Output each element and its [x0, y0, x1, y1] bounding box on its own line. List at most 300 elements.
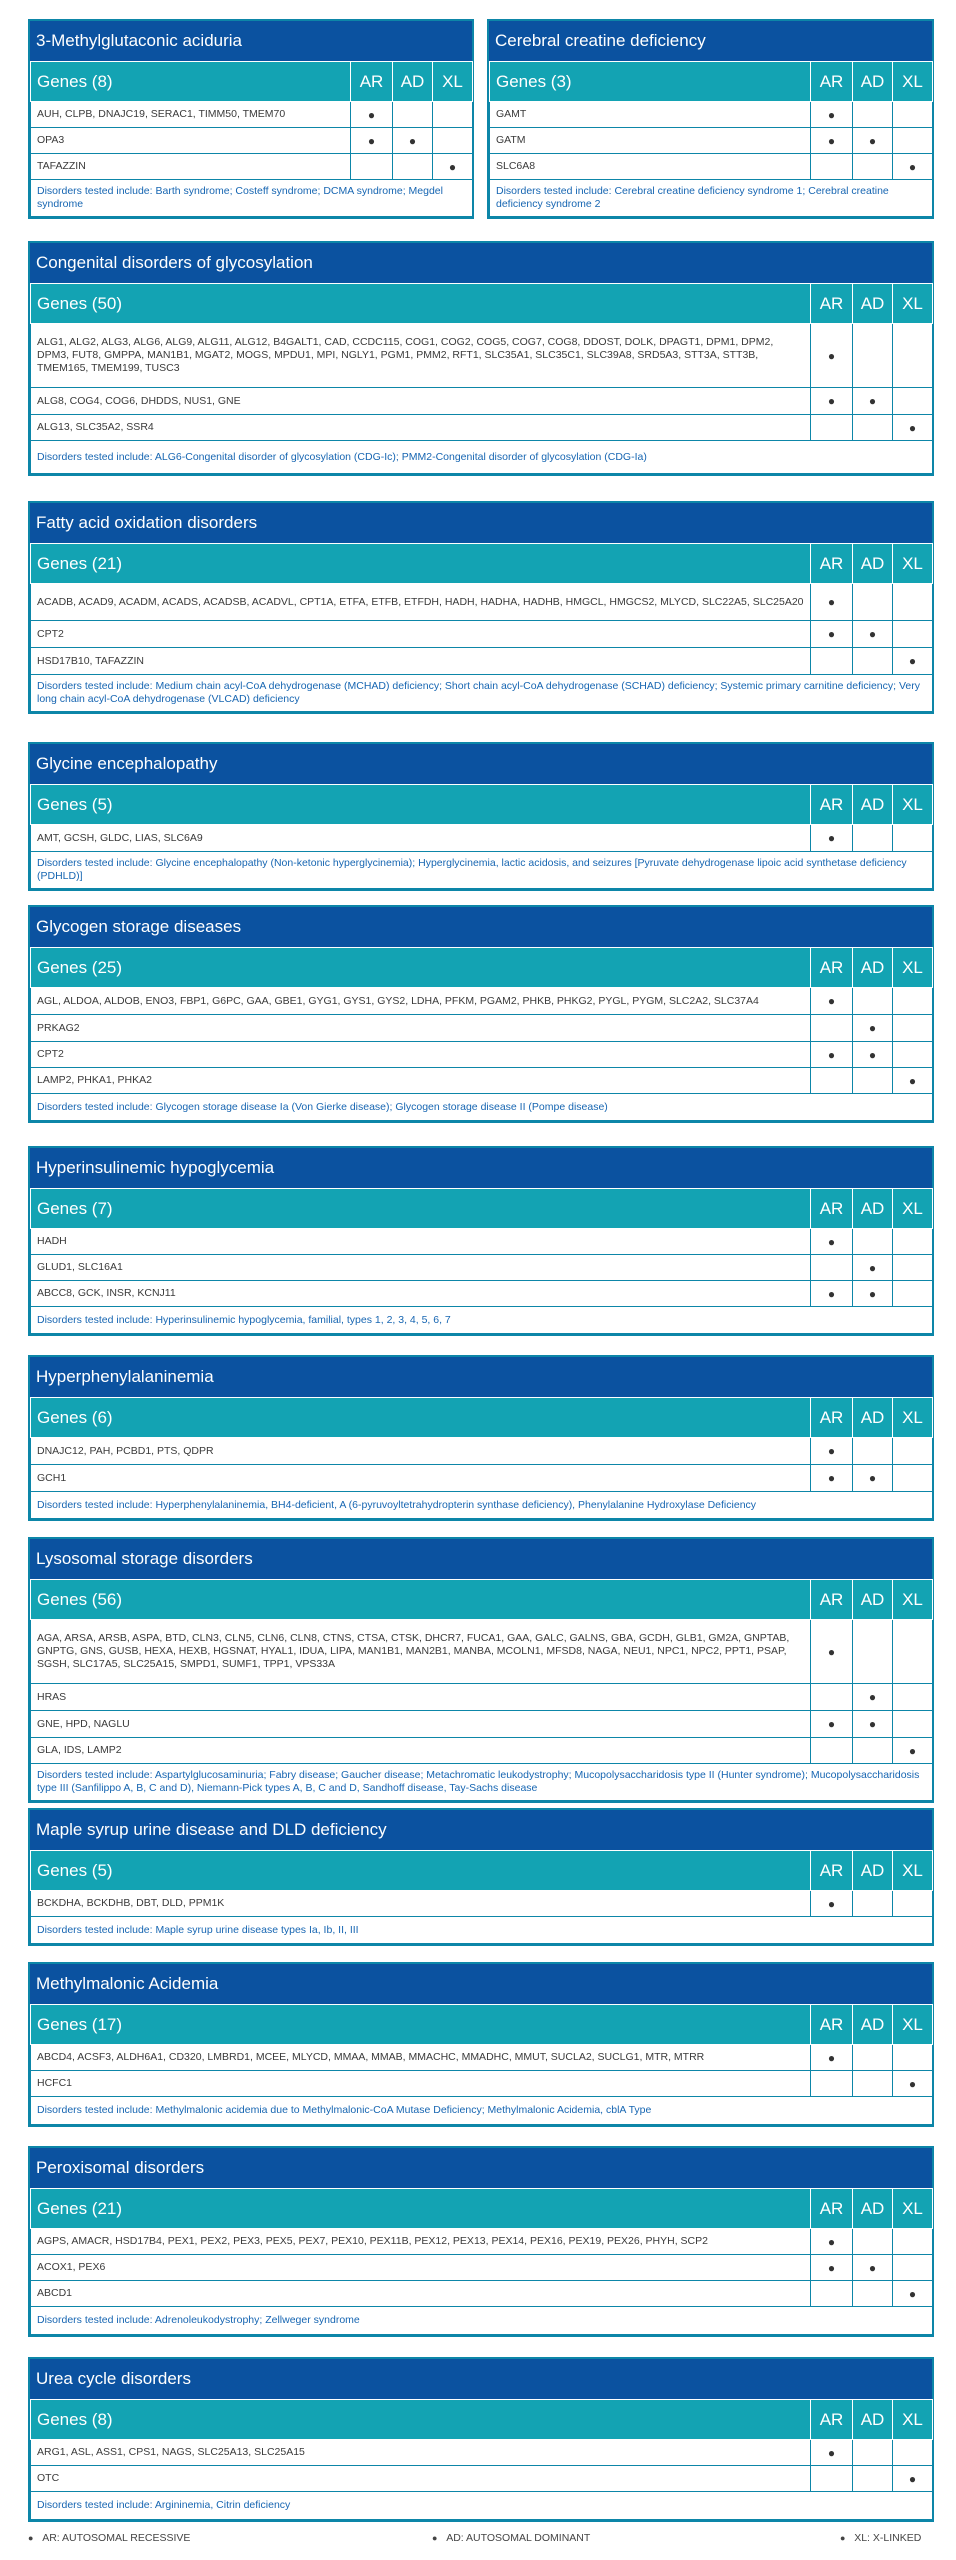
disorders-note: Disorders tested include: Maple syrup urine disease types Ia, Ib, II, III: [31, 1917, 933, 1944]
inheritance-xl-cell: [893, 128, 933, 154]
dot-icon: ●: [827, 994, 836, 1008]
dot-icon: ●: [367, 133, 376, 148]
note-row: [31, 2492, 933, 2520]
inheritance-ar-cell: [811, 1015, 853, 1042]
inheritance-ad-cell: [853, 2255, 893, 2281]
inheritance-ar-cell: [811, 1438, 853, 1465]
legend-ad: ● AD: AUTOSOMAL DOMINANT: [432, 2532, 591, 2544]
column-header-ad: AD: [853, 284, 893, 324]
inheritance-ad-cell: [853, 621, 893, 648]
inheritance-xl-cell: [893, 388, 933, 415]
dot-icon: ●: [827, 1471, 836, 1485]
table-row: [31, 1042, 933, 1068]
table-row: [31, 1015, 933, 1042]
column-header-ar: AR: [811, 2005, 853, 2045]
gene-list: GCH1: [31, 1465, 811, 1492]
column-header-ar: AR: [811, 1189, 853, 1229]
inheritance-ar-cell: [811, 2440, 853, 2466]
disorders-note: Disorders tested include: Medium chain acyl-CoA dehydrogenase (MCHAD) deficiency; Short chain acyl-CoA dehydrogenase (SCHAD) deficiency; Systemic primary carnitine deficiency; Very long chain acyl-CoA dehydrogenase (VLCAD) deficiency: [31, 675, 933, 712]
table-row: [31, 1281, 933, 1307]
dot-icon: ●: [827, 2445, 836, 2460]
gene-list: ALG13, SLC35A2, SSR4: [31, 415, 811, 441]
inheritance-xl-cell: [893, 1465, 933, 1492]
inheritance-xl-cell: [893, 415, 933, 441]
dot-icon: ●: [827, 2050, 836, 2065]
inheritance-xl-cell: [893, 1438, 933, 1465]
gene-list: AUH, CLPB, DNAJC19, SERAC1, TIMM50, TMEM70: [31, 102, 351, 128]
panel-fatty-acid-oxidation-disorders: [28, 501, 934, 714]
gene-list: AMT, GCSH, GLDC, LIAS, SLC6A9: [31, 825, 811, 852]
inheritance-ar-cell: [811, 1620, 853, 1684]
table-row: [31, 1255, 933, 1281]
inheritance-ar-cell: [811, 825, 853, 852]
note-row: [490, 180, 933, 217]
panel-urea-cycle-disorders: [28, 2357, 934, 2522]
inheritance-ar-cell: [811, 1711, 853, 1738]
column-header-ad: AD: [853, 1398, 893, 1438]
column-header-ar: AR: [811, 284, 853, 324]
column-header-xl: XL: [893, 284, 933, 324]
inheritance-xl-cell: [893, 1711, 933, 1738]
gene-list: GAMT: [490, 102, 811, 128]
dot-icon: ●: [868, 627, 877, 641]
column-header-ad: AD: [853, 785, 893, 825]
gene-list: DNAJC12, PAH, PCBD1, PTS, QDPR: [31, 1438, 811, 1465]
column-header-xl: XL: [893, 2005, 933, 2045]
gene-table: [30, 543, 933, 712]
inheritance-ar-cell: [811, 388, 853, 415]
panel-title: Cerebral creatine deficiency: [489, 21, 932, 61]
gene-list: ACADB, ACAD9, ACADM, ACADS, ACADSB, ACADVL, CPT1A, ETFA, ETFB, ETFDH, HADH, HADHA, HADHB, HMGCL, HMGCS2, MLYCD, SLC22A5, SLC25A20: [31, 584, 811, 621]
genes-count-header: Genes (8): [31, 2400, 811, 2440]
dot-icon: ●: [908, 1073, 917, 1088]
inheritance-ar-cell: [811, 2255, 853, 2281]
column-header-xl: XL: [893, 1398, 933, 1438]
column-header-ar: AR: [811, 1580, 853, 1620]
panel-maple-syrup-urine-disease-and-dld-deficiency: [28, 1808, 934, 1946]
column-header-ar: AR: [811, 2189, 853, 2229]
table-header-row: [490, 62, 933, 102]
inheritance-ar-cell: [811, 2071, 853, 2097]
gene-list: GNE, HPD, NAGLU: [31, 1711, 811, 1738]
dot-icon: ●: [827, 1896, 836, 1911]
inheritance-ad-cell: [853, 324, 893, 388]
gene-list: ABCD1: [31, 2281, 811, 2307]
inheritance-xl-cell: [433, 102, 473, 128]
panel-title: Methylmalonic Acidemia: [30, 1964, 932, 2004]
table-row: [31, 2440, 933, 2466]
inheritance-ad-cell: [853, 825, 893, 852]
inheritance-ad-cell: [853, 648, 893, 675]
dot-icon: ●: [827, 1444, 836, 1458]
column-header-ad: AD: [853, 2005, 893, 2045]
genes-count-header: Genes (25): [31, 948, 811, 988]
table-row: [31, 1891, 933, 1917]
note-row: [31, 2097, 933, 2125]
table-row: [31, 1620, 933, 1684]
dot-icon: ●: [908, 2471, 917, 2486]
column-header-ar: AR: [811, 948, 853, 988]
inheritance-xl-cell: [893, 102, 933, 128]
table-row: [31, 1438, 933, 1465]
column-header-ad: AD: [853, 2189, 893, 2229]
inheritance-ar-cell: [811, 1281, 853, 1307]
inheritance-xl-cell: [893, 1229, 933, 1255]
inheritance-xl-cell: [893, 1684, 933, 1711]
table-header-row: [31, 544, 933, 584]
note-row: [31, 675, 933, 712]
inheritance-xl-cell: [893, 324, 933, 388]
inheritance-ad-cell: [853, 415, 893, 441]
table-row: [31, 1229, 933, 1255]
legend-xl: ● XL: X-LINKED: [840, 2532, 922, 2544]
disorders-note: Disorders tested include: Cerebral creatine deficiency syndrome 1; Cerebral creatine deficiency syndrome 2: [490, 180, 933, 217]
gene-table: [30, 2004, 933, 2125]
inheritance-xl-cell: [893, 2440, 933, 2466]
column-header-ad: AD: [853, 1189, 893, 1229]
inheritance-xl-cell: [893, 2229, 933, 2255]
note-row: [31, 441, 933, 474]
note-row: [31, 1917, 933, 1944]
inheritance-ad-cell: [853, 2281, 893, 2307]
table-row: [31, 825, 933, 852]
gene-list: HADH: [31, 1229, 811, 1255]
inheritance-xl-cell: [893, 1891, 933, 1917]
gene-list: GLA, IDS, LAMP2: [31, 1738, 811, 1764]
dot-icon: ●: [827, 1644, 836, 1659]
dot-icon: ●: [827, 107, 836, 122]
dot-icon: ●: [367, 107, 376, 122]
inheritance-ad-cell: [853, 584, 893, 621]
disorders-note: Disorders tested include: Barth syndrome; Costeff syndrome; DCMA syndrome; Megdel syndrome: [31, 180, 473, 217]
genes-count-header: Genes (21): [31, 2189, 811, 2229]
gene-list: PRKAG2: [31, 1015, 811, 1042]
disorders-note: Disorders tested include: Methylmalonic acidemia due to Methylmalonic-CoA Mutase Deficiency; Methylmalonic Acidemia, cblA Type: [31, 2097, 933, 2125]
dot-icon: ●: [408, 133, 417, 148]
dot-icon: ●: [448, 159, 457, 174]
dot-icon: ●: [908, 1743, 917, 1758]
inheritance-xl-cell: [893, 2071, 933, 2097]
inheritance-ar-cell: [811, 584, 853, 621]
dot-icon: ●: [827, 1717, 836, 1731]
table-row: [31, 2229, 933, 2255]
dot-icon: ●: [827, 1234, 836, 1249]
column-header-xl: XL: [893, 2189, 933, 2229]
table-header-row: [31, 1189, 933, 1229]
column-header-ad: AD: [393, 62, 433, 102]
panel-title: Fatty acid oxidation disorders: [30, 503, 932, 543]
inheritance-xl-cell: [893, 2255, 933, 2281]
dot-icon: ●: [868, 1286, 877, 1301]
panel-glycine-encephalopathy: [28, 742, 934, 891]
dot-icon: ●: [868, 1717, 877, 1731]
inheritance-ar-cell: [811, 324, 853, 388]
panel-title: Glycine encephalopathy: [30, 744, 932, 784]
panel-title: Peroxisomal disorders: [30, 2148, 932, 2188]
inheritance-xl-cell: [433, 154, 473, 180]
genes-count-header: Genes (50): [31, 284, 811, 324]
inheritance-ad-cell: [853, 1891, 893, 1917]
dot-icon: ●: [908, 2286, 917, 2301]
panel-title: Maple syrup urine disease and DLD deficiency: [30, 1810, 932, 1850]
inheritance-ar-cell: [351, 154, 393, 180]
genes-count-header: Genes (6): [31, 1398, 811, 1438]
table-row: [490, 128, 933, 154]
genes-count-header: Genes (7): [31, 1189, 811, 1229]
column-header-ar: AR: [811, 2400, 853, 2440]
gene-list: CPT2: [31, 1042, 811, 1068]
inheritance-xl-cell: [433, 128, 473, 154]
inheritance-ar-cell: [811, 1229, 853, 1255]
panel-title: Glycogen storage diseases: [30, 907, 932, 947]
gene-list: OPA3: [31, 128, 351, 154]
gene-table: [489, 61, 933, 217]
note-row: [31, 180, 473, 217]
inheritance-xl-cell: [893, 621, 933, 648]
inheritance-ar-cell: [811, 154, 853, 180]
gene-list: AGL, ALDOA, ALDOB, ENO3, FBP1, G6PC, GAA, GBE1, GYG1, GYS1, GYS2, LDHA, PFKM, PGAM2, PHKB, PHKG2, PYGL, PYGM, SLC2A2, SLC37A4: [31, 988, 811, 1015]
column-header-ar: AR: [811, 1398, 853, 1438]
dot-icon: ●: [868, 1260, 877, 1275]
note-row: [31, 1094, 933, 1121]
dot-icon: ●: [827, 831, 836, 845]
inheritance-xl-cell: [893, 1738, 933, 1764]
inheritance-ad-cell: [853, 1042, 893, 1068]
inheritance-ar-cell: [811, 2045, 853, 2071]
panel-congenital-disorders-of-glycosylation: [28, 241, 934, 476]
inheritance-xl-cell: [893, 154, 933, 180]
inheritance-ad-cell: [853, 1015, 893, 1042]
gene-list: SLC6A8: [490, 154, 811, 180]
inheritance-ad-cell: [853, 388, 893, 415]
dot-icon: ●: [868, 1690, 877, 1704]
gene-list: ARG1, ASL, ASS1, CPS1, NAGS, SLC25A13, SLC25A15: [31, 2440, 811, 2466]
inheritance-ad-cell: [853, 1620, 893, 1684]
inheritance-ad-cell: [853, 1438, 893, 1465]
disorders-note: Disorders tested include: Hyperinsulinemic hypoglycemia, familial, types 1, 2, 3, 4, 5, 6, 7: [31, 1307, 933, 1334]
inheritance-ad-cell: [853, 2045, 893, 2071]
dot-icon: ●: [827, 595, 836, 609]
dot-icon: ●: [868, 133, 877, 148]
gene-list: ALG1, ALG2, ALG3, ALG6, ALG9, ALG11, ALG12, B4GALT1, CAD, CCDC115, COG1, COG2, COG5, COG7, COG8, DDOST, DOLK, DPAGT1, DPM1, DPM2, DPM3, FUT8, GMPPA, MAN1B1, MGAT2, MOGS, MPDU1, MPI, NGLY1, PGM1, PMM2, RFT1, SLC35A1, SLC35C1, SLC39A8, SRD5A3, STT3A, STT3B, TMEM165, TMEM199, TUSC3: [31, 324, 811, 388]
panel-cerebral-creatine-deficiency: [487, 19, 934, 219]
column-header-ar: AR: [811, 785, 853, 825]
inheritance-xl-cell: [893, 988, 933, 1015]
panel-title: 3-Methylglutaconic aciduria: [30, 21, 472, 61]
inheritance-ar-cell: [811, 621, 853, 648]
table-row: [31, 1068, 933, 1094]
inheritance-xl-cell: [893, 2281, 933, 2307]
table-header-row: [31, 2189, 933, 2229]
disorders-note: Disorders tested include: Glycine encephalopathy (Non-ketonic hyperglycinemia); Hyperglycinemia, lactic acidosis, and seizures [Pyruvate dehydrogenase lipoic acid synthetase deficiency (PDHLD)]: [31, 852, 933, 889]
gene-list: AGA, ARSA, ARSB, ASPA, BTD, CLN3, CLN5, CLN6, CLN8, CTNS, CTSA, CTSK, DHCR7, FUCA1, GAA, GALC, GALNS, GBA, GCDH, GLB1, GM2A, GNPTAB, GNPTG, GNS, GUSB, HEXA, HEXB, HGSNAT, HYAL1, IDUA, LIPA, MAN1B1, MAN2B1, MANBA, MCOLN1, MFSD8, NAGA, NEU1, NPC1, NPC2, PPT1, PSAP, SGSH, SLC17A5, SLC25A15, SMPD1, SUMF1, TPP1, VPS33A: [31, 1620, 811, 1684]
panel-hyperphenylalaninemia: [28, 1355, 934, 1521]
inheritance-xl-cell: [893, 1068, 933, 1094]
gene-list: HRAS: [31, 1684, 811, 1711]
disorders-note: Disorders tested include: Glycogen storage disease Ia (Von Gierke disease); Glycogen storage disease II (Pompe disease): [31, 1094, 933, 1121]
gene-list: AGPS, AMACR, HSD17B4, PEX1, PEX2, PEX3, PEX5, PEX7, PEX10, PEX11B, PEX12, PEX13, PEX14, PEX16, PEX19, PEX26, PHYH, SCP2: [31, 2229, 811, 2255]
inheritance-ar-cell: [811, 988, 853, 1015]
dot-icon: ●: [827, 394, 836, 408]
gene-list: OTC: [31, 2466, 811, 2492]
gene-list: LAMP2, PHKA1, PHKA2: [31, 1068, 811, 1094]
inheritance-ad-cell: [853, 988, 893, 1015]
legend-ar: ● AR: AUTOSOMAL RECESSIVE: [28, 2532, 191, 2544]
gene-list: HSD17B10, TAFAZZIN: [31, 648, 811, 675]
dot-icon: ●: [827, 2260, 836, 2275]
inheritance-ar-cell: [811, 1465, 853, 1492]
gene-table: [30, 61, 473, 217]
inheritance-ad-cell: [853, 1068, 893, 1094]
gene-table: [30, 947, 933, 1121]
inheritance-ar-cell: [811, 1255, 853, 1281]
table-header-row: [31, 2005, 933, 2045]
inheritance-ar-cell: [811, 1738, 853, 1764]
inheritance-ar-cell: [811, 2466, 853, 2492]
inheritance-ad-cell: [393, 154, 433, 180]
inheritance-ar-cell: [811, 128, 853, 154]
inheritance-ar-cell: [811, 415, 853, 441]
table-row: [31, 415, 933, 441]
panel-title: Urea cycle disorders: [30, 2359, 932, 2399]
column-header-ad: AD: [853, 544, 893, 584]
column-header-ad: AD: [853, 2400, 893, 2440]
inheritance-xl-cell: [893, 2466, 933, 2492]
panel-hyperinsulinemic-hypoglycemia: [28, 1146, 934, 1336]
gene-list: ABCD4, ACSF3, ALDH6A1, CD320, LMBRD1, MCEE, MLYCD, MMAA, MMAB, MMACHC, MMADHC, MMUT, SUCLA2, SUCLG1, MTR, MTRR: [31, 2045, 811, 2071]
disorders-note: Disorders tested include: Hyperphenylalaninemia, BH4-deficient, A (6-pyruvoyltetrahydropterin synthase deficiency), Phenylalanine Hydroxylase Deficiency: [31, 1492, 933, 1519]
column-header-xl: XL: [433, 62, 473, 102]
inheritance-ad-cell: [393, 128, 433, 154]
table-row: [31, 2255, 933, 2281]
table-row: [490, 102, 933, 128]
panel-lysosomal-storage-disorders: [28, 1537, 934, 1803]
inheritance-ar-cell: [811, 1891, 853, 1917]
gene-list: ABCC8, GCK, INSR, KCNJ11: [31, 1281, 811, 1307]
table-row: [31, 1684, 933, 1711]
gene-list: GLUD1, SLC16A1: [31, 1255, 811, 1281]
inheritance-ad-cell: [393, 102, 433, 128]
genes-count-header: Genes (5): [31, 785, 811, 825]
inheritance-ar-cell: [811, 2229, 853, 2255]
dot-icon: ●: [827, 1047, 836, 1062]
inheritance-ar-cell: [811, 1042, 853, 1068]
table-row: [31, 621, 933, 648]
dot-icon: ●: [868, 2260, 877, 2275]
dot-icon: ●: [908, 2076, 917, 2091]
table-header-row: [31, 2400, 933, 2440]
table-header-row: [31, 1851, 933, 1891]
inheritance-ad-cell: [853, 2466, 893, 2492]
inheritance-ad-cell: [853, 1465, 893, 1492]
panel-title: Lysosomal storage disorders: [30, 1539, 932, 1579]
column-header-xl: XL: [893, 1189, 933, 1229]
inheritance-ad-cell: [853, 154, 893, 180]
note-row: [31, 852, 933, 889]
inheritance-ad-cell: [853, 2071, 893, 2097]
dot-icon: ●: [827, 1286, 836, 1301]
inheritance-ad-cell: [853, 1711, 893, 1738]
gene-table: [30, 1850, 933, 1944]
inheritance-ar-cell: [811, 648, 853, 675]
inheritance-ar-cell: [351, 102, 393, 128]
table-row: [31, 388, 933, 415]
disorders-note: Disorders tested include: Adrenoleukodystrophy; Zellweger syndrome: [31, 2307, 933, 2335]
column-header-ad: AD: [853, 62, 893, 102]
inheritance-xl-cell: [893, 648, 933, 675]
note-row: [31, 1307, 933, 1334]
table-row: [31, 2466, 933, 2492]
column-header-xl: XL: [893, 1580, 933, 1620]
panel-title: Congenital disorders of glycosylation: [30, 243, 932, 283]
panel-title: Hyperphenylalaninemia: [30, 1357, 932, 1397]
disorders-note: Disorders tested include: Argininemia, Citrin deficiency: [31, 2492, 933, 2520]
panel-title: Hyperinsulinemic hypoglycemia: [30, 1148, 932, 1188]
genes-count-header: Genes (17): [31, 2005, 811, 2045]
table-row: [31, 1465, 933, 1492]
table-header-row: [31, 1398, 933, 1438]
table-header-row: [31, 948, 933, 988]
column-header-ar: AR: [811, 1851, 853, 1891]
panel-peroxisomal-disorders: [28, 2146, 934, 2337]
inheritance-ad-cell: [853, 1229, 893, 1255]
gene-list: GATM: [490, 128, 811, 154]
inheritance-xl-cell: [893, 1255, 933, 1281]
inheritance-ad-cell: [853, 102, 893, 128]
gene-list: TAFAZZIN: [31, 154, 351, 180]
table-row: [31, 2071, 933, 2097]
genes-count-header: Genes (8): [31, 62, 351, 102]
gene-list: ALG8, COG4, COG6, DHDDS, NUS1, GNE: [31, 388, 811, 415]
disorders-note: Disorders tested include: Aspartylglucosaminuria; Fabry disease; Gaucher disease; Metachromatic leukodystrophy; Mucopolysaccharidosis type II (Hunter syndrome); Mucopolysaccharidosis type III (Sanfilippo A, B, C and D), Niemann-Pick types A, B, C and D, Sandhoff disease, Tay-Sachs disease: [31, 1764, 933, 1801]
column-header-xl: XL: [893, 785, 933, 825]
inheritance-xl-cell: [893, 1042, 933, 1068]
column-header-ar: AR: [811, 62, 853, 102]
panel-methylmalonic-acidemia: [28, 1962, 934, 2127]
dot-icon: ●: [868, 1047, 877, 1062]
table-header-row: [31, 62, 473, 102]
note-row: [31, 1492, 933, 1519]
gene-list: CPT2: [31, 621, 811, 648]
dot-icon: ●: [908, 159, 917, 174]
inheritance-ad-cell: [853, 1255, 893, 1281]
table-row: [31, 102, 473, 128]
note-row: [31, 2307, 933, 2335]
panel-glycogen-storage-diseases: [28, 905, 934, 1123]
table-row: [31, 324, 933, 388]
inheritance-ad-cell: [853, 1281, 893, 1307]
dot-icon: ●: [868, 394, 877, 408]
dot-icon: ●: [827, 348, 836, 363]
dot-icon: ●: [827, 133, 836, 148]
disorders-note: Disorders tested include: ALG6-Congenital disorder of glycosylation (CDG-Ic); PMM2-Congenital disorder of glycosylation (CDG-Ia): [31, 441, 933, 474]
inheritance-xl-cell: [893, 1281, 933, 1307]
inheritance-ad-cell: [853, 2229, 893, 2255]
gene-table: [30, 2399, 933, 2520]
inheritance-xl-cell: [893, 2045, 933, 2071]
table-row: [31, 1738, 933, 1764]
table-header-row: [31, 284, 933, 324]
table-row: [490, 154, 933, 180]
dot-icon: ●: [868, 1471, 877, 1485]
inheritance-ar-cell: [351, 128, 393, 154]
dot-icon: ●: [827, 2234, 836, 2249]
gene-table: [30, 784, 933, 889]
inheritance-ar-cell: [811, 2281, 853, 2307]
gene-table: [30, 1579, 933, 1801]
dot-icon: ●: [908, 654, 917, 668]
inheritance-xl-cell: [893, 1620, 933, 1684]
